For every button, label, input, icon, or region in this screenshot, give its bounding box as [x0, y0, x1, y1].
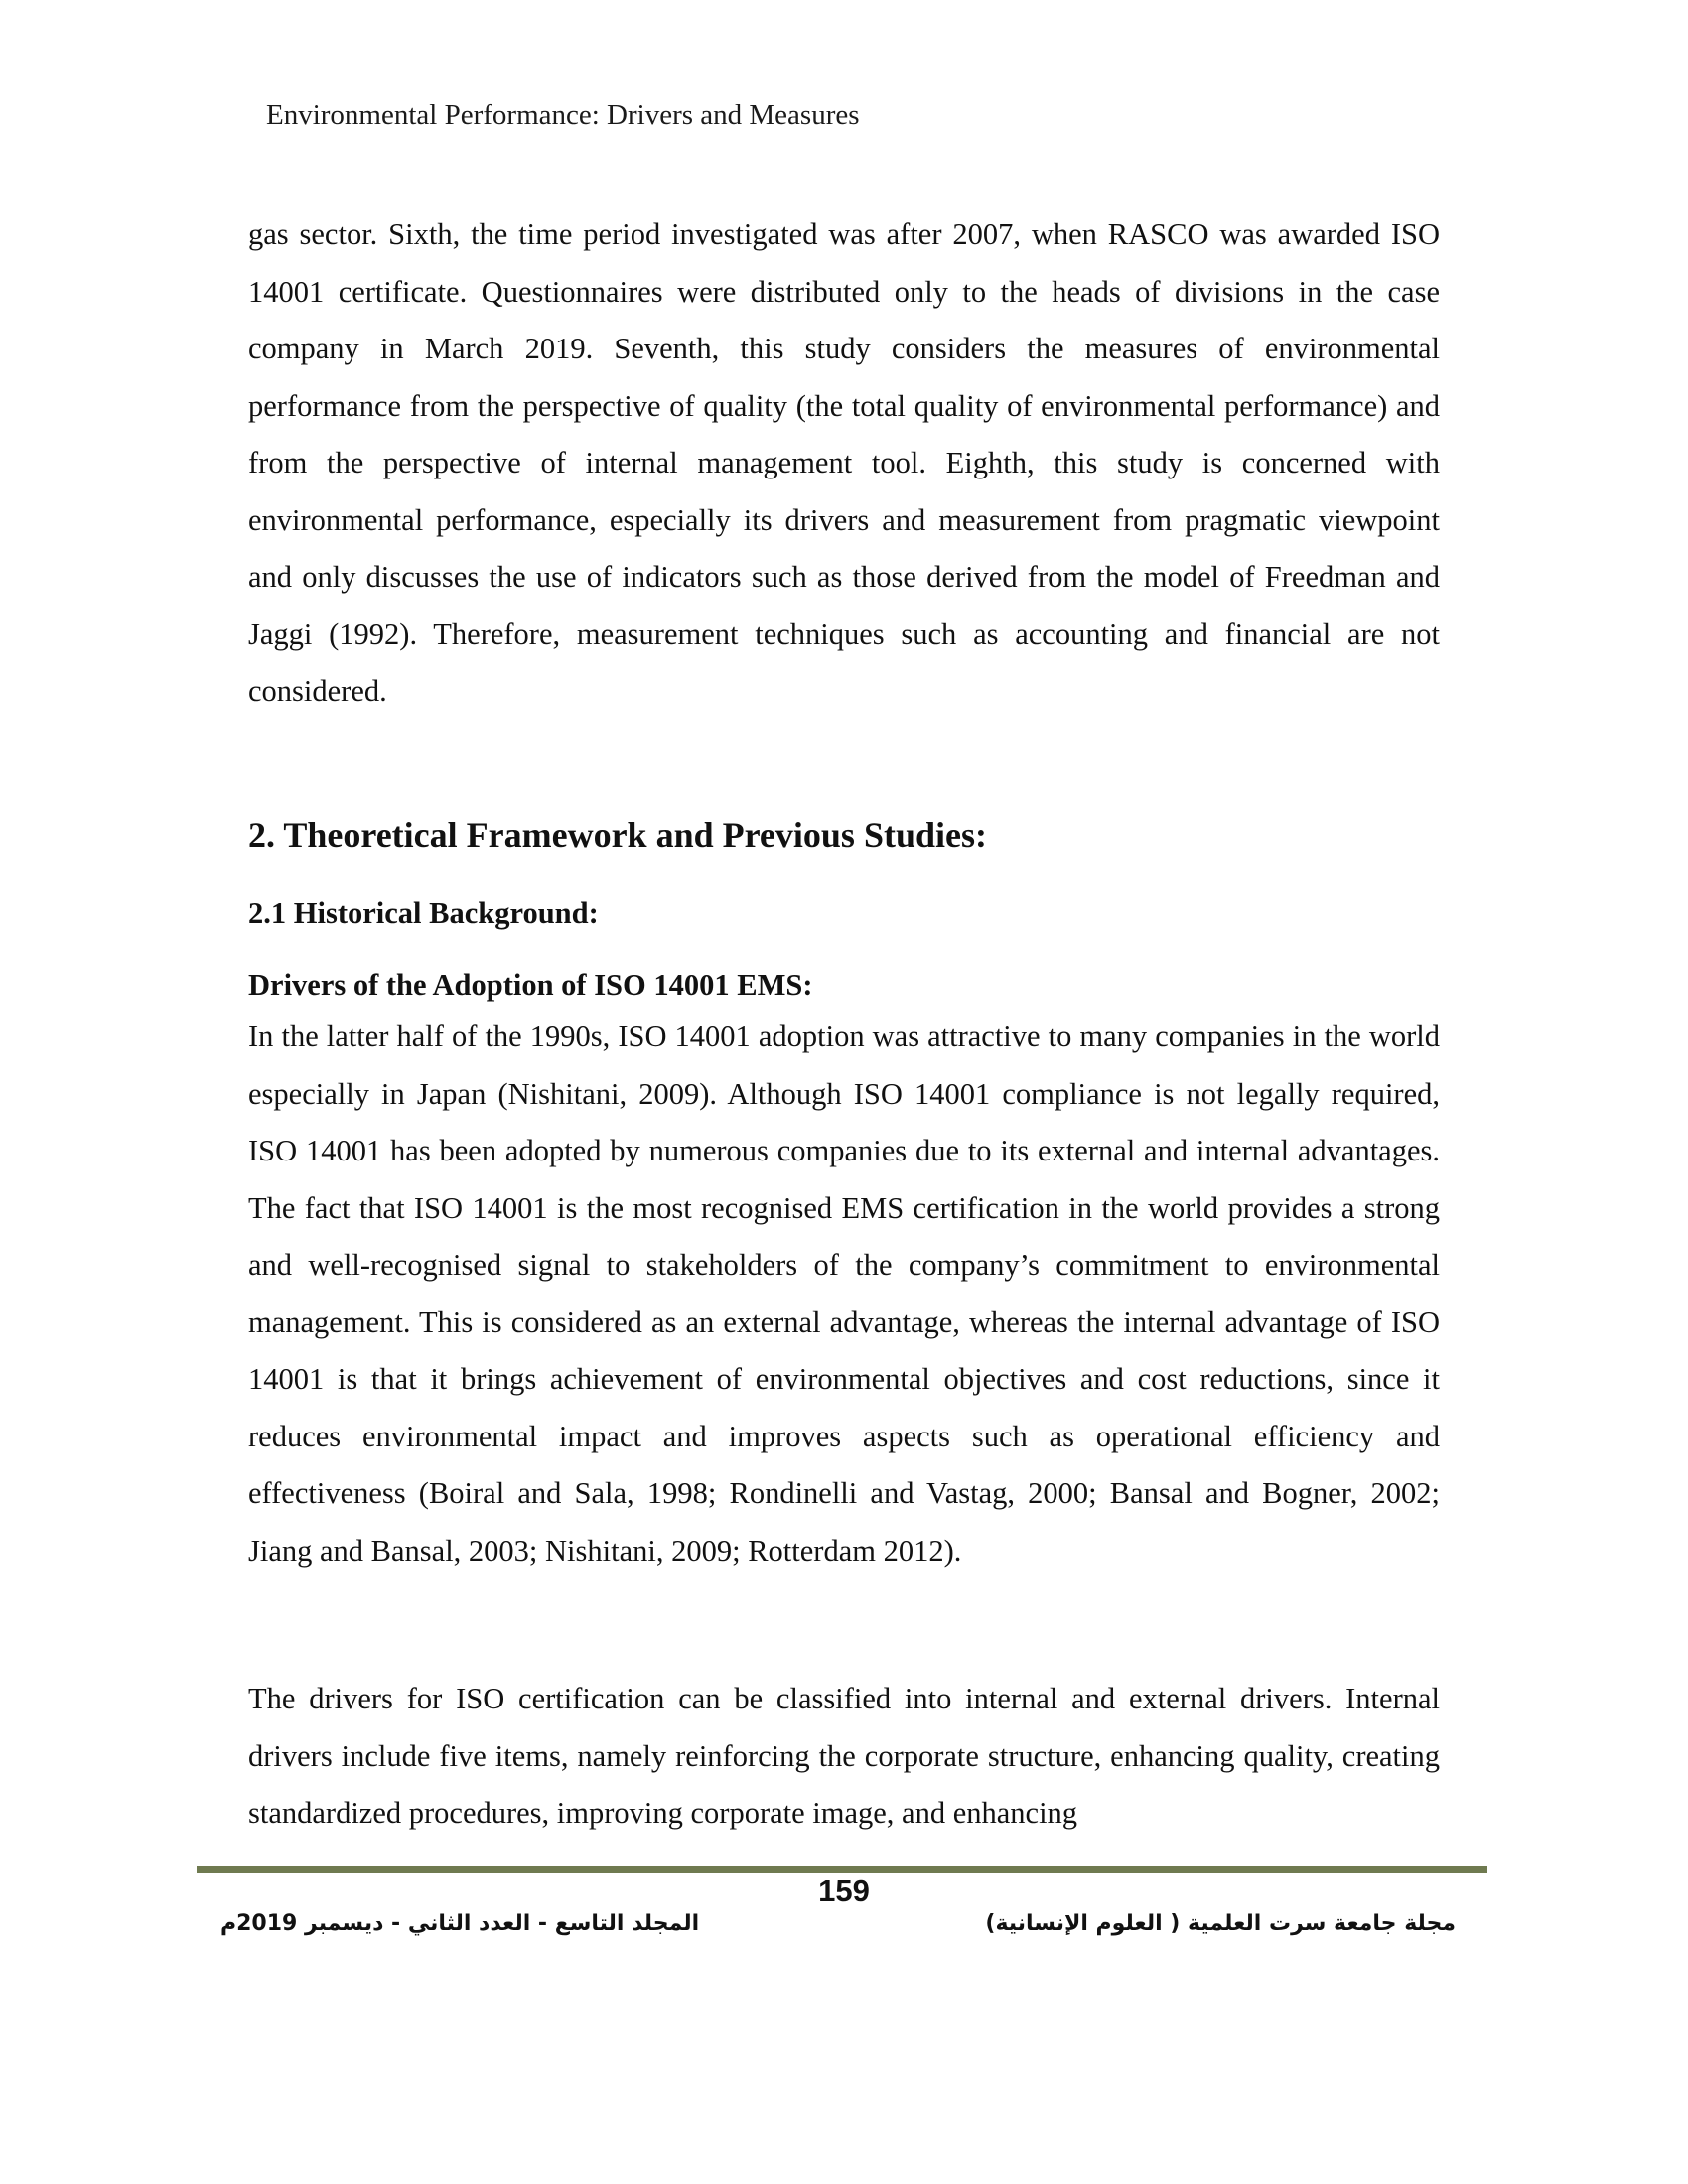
body-paragraph-1: gas sector. Sixth, the time period investigated was after 2007, when RASCO was awarded ISO 14001 certificate. Questionnaires were distributed only to the heads of divisions in the case company in March 2019. Seventh, this study considers the measures of environmental performance from the perspective of quality (the total quality of environmental performance) and from the perspective of internal management tool. Eighth, this study is concerned with environmental performance, especially its drivers and measurement from pragmatic viewpoint and only discusses the use of indicators such as those derived from the model of Freedman and Jaggi (1992). Therefore, measurement techniques such as accounting and financial are not considered.: [248, 217, 1440, 708]
running-header: Environmental Performance: Drivers and Measures: [266, 99, 860, 131]
body-paragraph-2: In the latter half of the 1990s, ISO 14001 adoption was attractive to many companies in the world especially in Japan (Nishitani, 2009). Although ISO 14001 compliance is not legally required, ISO 14001 has been adopted by numerous companies due to its external and internal advantages. The fact that ISO 14001 is the most recognised EMS certification in the world provides a strong and well-recognised signal to stakeholders of the company’s commitment to environmental management. This is considered as an external advantage, whereas the internal advantage of ISO 14001 is that it brings achievement of environmental objectives and cost reductions, since it reduces environmental impact and improves aspects such as operational efficiency and effectiveness (Boiral and Sala, 1998; Rondinelli and Vastag, 2000; Bansal and Bogner, 2002; Jiang and Bansal, 2003; Nishitani, 2009; Rotterdam 2012).: [248, 1020, 1440, 1568]
page-number: 159: [818, 1873, 870, 1908]
body-paragraph-3: The drivers for ISO certification can be classified into internal and external drivers. Internal drivers include five items, namely reinforcing the corporate structure, enhancing quality, creating standardized procedures, improving corporate image, and enhancing: [248, 1682, 1440, 1830]
section-heading: 2. Theoretical Framework and Previous Studies:: [248, 815, 987, 855]
footer-journal-name: مجلة جامعة سرت العلمية ( العلوم الإنسانية): [985, 1911, 1456, 1936]
run-in-heading: Drivers of the Adoption of ISO 14001 EMS:: [248, 968, 813, 1002]
footer-rule: [197, 1866, 1487, 1873]
subsection-heading: 2.1 Historical Background:: [248, 896, 599, 930]
footer-volume-issue: المجلد التاسع - العدد الثاني - ديسمبر 2019م: [220, 1911, 700, 1936]
